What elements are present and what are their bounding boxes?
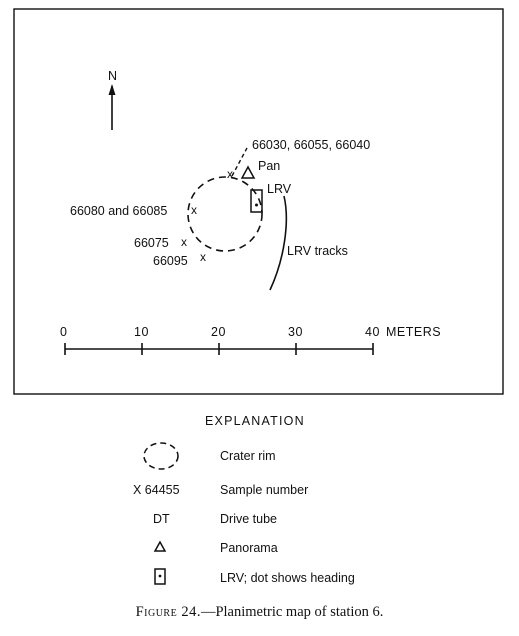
north-arrow [108,69,117,130]
sample-label-lower-b: 66095 [153,254,188,268]
scale-unit: METERS [386,325,442,339]
sample-label-lower-a: 66075 [134,236,169,250]
sample-marker-lower-a: x [181,235,187,249]
crater-rim [188,177,262,251]
legend-lrv-icon [155,569,165,584]
north-label: N [108,69,118,83]
scale-tick-30: 30 [288,325,303,339]
legend-label-panorama: Panorama [220,541,278,555]
pan-label: Pan [258,159,281,173]
legend-symbol-drive-tube: DT [153,512,170,526]
legend-crater-rim-icon [144,443,178,469]
caption-text: —Planimetric map of station 6. [200,604,384,620]
legend-label-sample: Sample number [220,483,309,497]
scale-tick-10: 10 [134,325,149,339]
legend-label-crater-rim: Crater rim [220,449,276,463]
sample-label-top: 66030, 66055, 66040 [252,138,371,152]
sample-marker-top: x [227,167,233,181]
scale-tick-0: 0 [60,325,68,339]
lrv-tracks-line [270,196,286,290]
figure-caption [0,604,519,621]
legend-panorama-triangle-icon [155,542,165,551]
legend-symbol-sample: X 64455 [133,483,180,497]
sample-label-left: 66080 and 66085 [70,204,168,218]
lrv-tracks-label: LRV tracks [287,244,348,258]
sample-marker-left: x [191,203,197,217]
scale-tick-40: 40 [365,325,380,339]
sample-marker-lower-b: x [200,250,206,264]
figure-label: Figure 24. [135,604,201,620]
explanation-title: EXPLANATION [205,414,305,428]
legend-label-drive-tube: Drive tube [220,512,277,526]
scale-bar [60,325,441,355]
lrv-label: LRV [267,182,292,196]
legend-label-lrv: LRV; dot shows heading [220,571,355,585]
scale-tick-20: 20 [211,325,226,339]
panorama-triangle-icon [242,167,254,178]
